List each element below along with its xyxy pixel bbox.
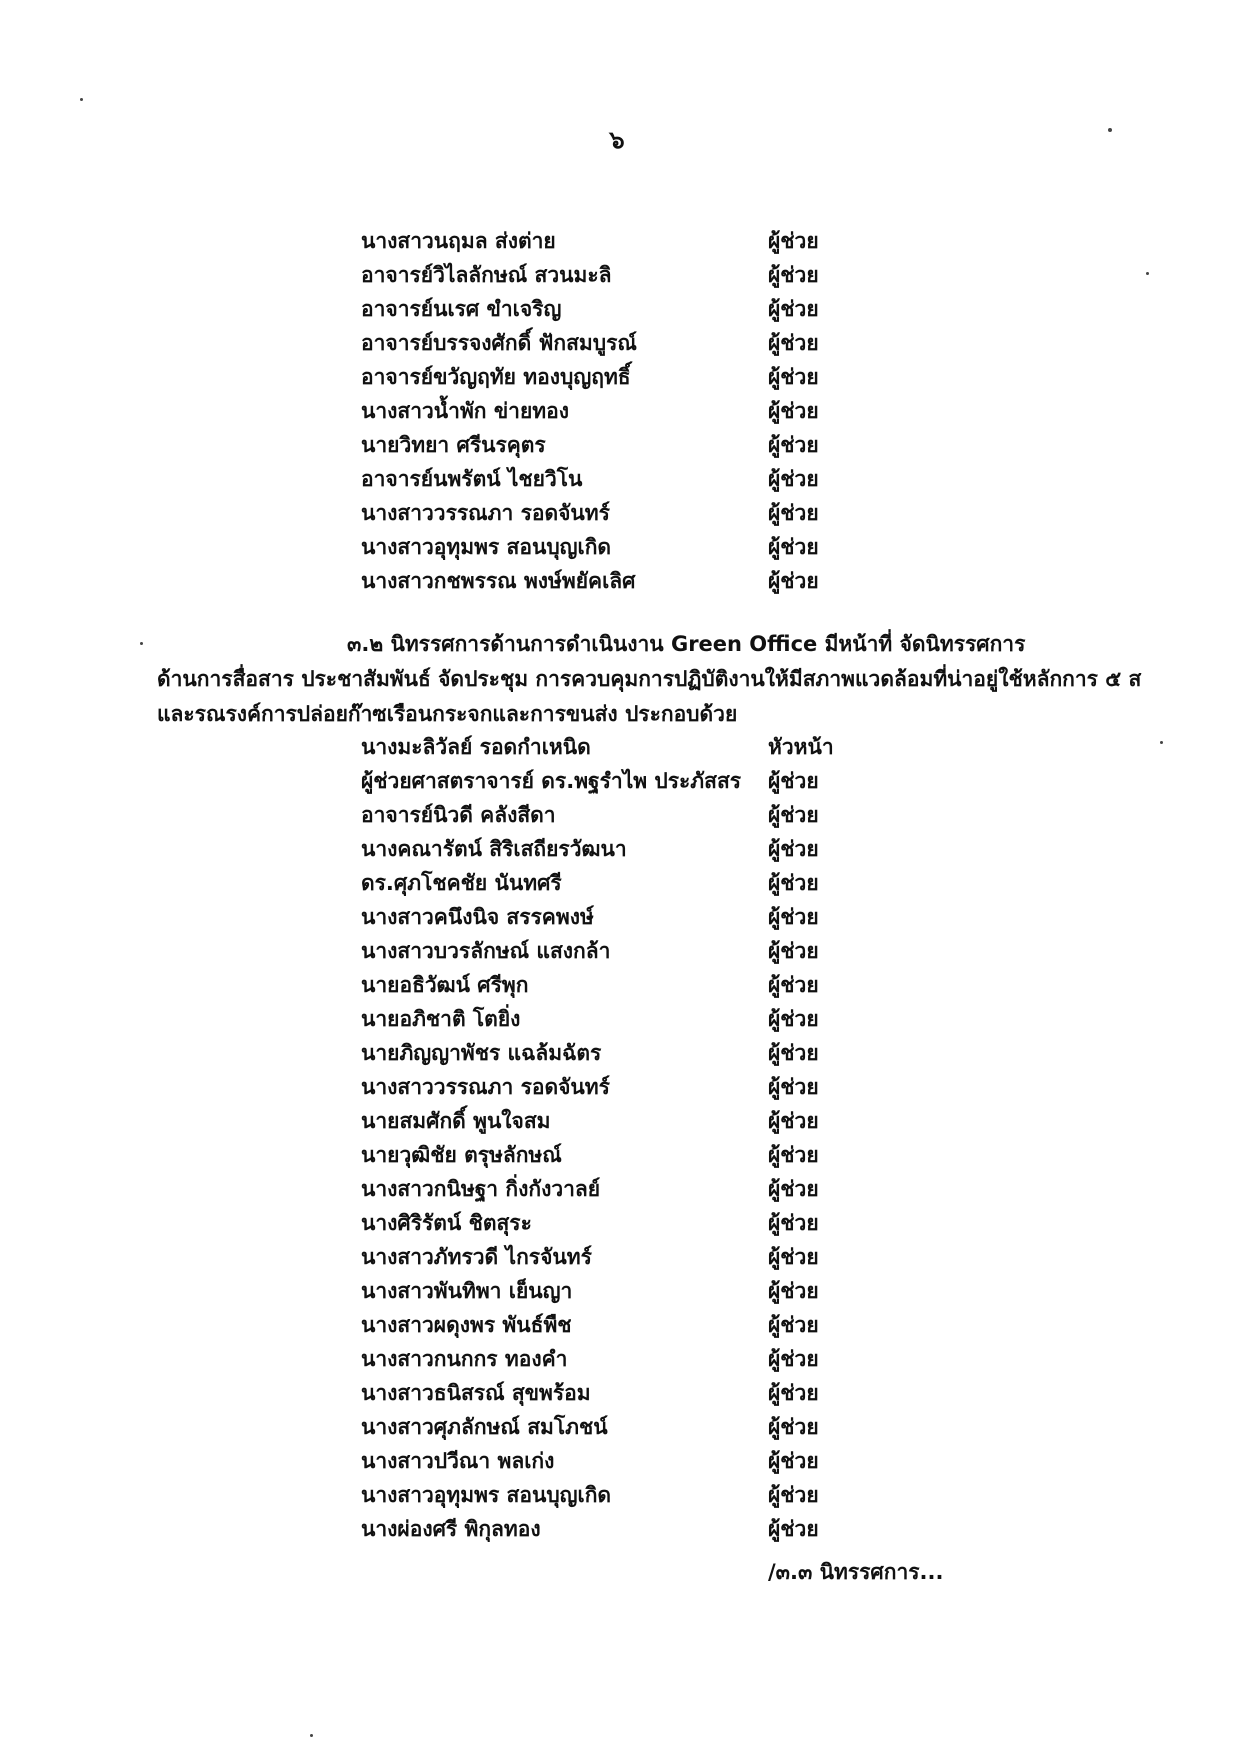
- member-role: ผู้ช่วย: [768, 1415, 819, 1439]
- member-row: [0, 1138, 1234, 1172]
- member-name: นางสาวอุทุมพร สอนบุญเกิด: [361, 535, 612, 559]
- member-name: นายภิญญาพัชร แฉล้มฉัตร: [361, 1041, 602, 1065]
- member-name: อาจารย์บรรจงศักดิ์ ฟักสมบูรณ์: [361, 331, 637, 355]
- member-name: อาจารย์วิไลลักษณ์ สวนมะลิ: [361, 263, 612, 287]
- member-row: [0, 1002, 1234, 1036]
- member-row: [0, 496, 1234, 530]
- member-role: ผู้ช่วย: [768, 1143, 819, 1167]
- scan-speck: [140, 642, 143, 645]
- member-role: ผู้ช่วย: [768, 1041, 819, 1065]
- member-name: อาจารย์นเรศ ขำเจริญ: [361, 297, 562, 321]
- member-role: ผู้ช่วย: [768, 1483, 819, 1507]
- member-role: ผู้ช่วย: [768, 939, 819, 963]
- member-name: นายวิทยา ศรีนรคุตร: [361, 433, 546, 457]
- member-role: ผู้ช่วย: [768, 1347, 819, 1371]
- member-name: นางสาวน้ำพัก ข่ายทอง: [361, 399, 569, 423]
- member-role: ผู้ช่วย: [768, 229, 819, 253]
- section-3-2-line-2: ด้านการสื่อสาร ประชาสัมพันธ์ จัดประชุม การควบคุมการปฏิบัติงานให้มีสภาพแวดล้อมที่น่าอยู่ใช้หลักการ ๕ ส: [157, 667, 1142, 691]
- member-name: นางสาวปวีณา พลเก่ง: [361, 1449, 555, 1473]
- member-row: [0, 1342, 1234, 1376]
- continuation-marker: /๓.๓ นิทรรศการ...: [768, 1560, 944, 1584]
- member-name: นางสาวผดุงพร พันธ์พืช: [361, 1313, 572, 1337]
- member-role: หัวหน้า: [768, 735, 834, 759]
- member-name: นางสาวกนิษฐา กิ่งกังวาลย์: [361, 1177, 601, 1201]
- member-name: นางสาววรรณภา รอดจันทร์: [361, 1075, 610, 1099]
- scan-speck: [80, 98, 83, 101]
- member-role: ผู้ช่วย: [768, 905, 819, 929]
- member-role: ผู้ช่วย: [768, 1517, 819, 1541]
- member-role: ผู้ช่วย: [768, 467, 819, 491]
- member-name: ดร.ศุภโชคชัย นันทศรี: [361, 871, 562, 895]
- section-3-2-paragraph: [157, 627, 1142, 732]
- member-role: ผู้ช่วย: [768, 769, 819, 793]
- member-row: [0, 530, 1234, 564]
- member-row: [0, 968, 1234, 1002]
- member-row: [0, 1104, 1234, 1138]
- member-name: นางสาวศุภลักษณ์ สมโภชน์: [361, 1415, 608, 1439]
- member-row: [0, 394, 1234, 428]
- scan-speck: [1160, 741, 1163, 744]
- member-row: [0, 1274, 1234, 1308]
- member-row: [0, 764, 1234, 798]
- group2-member-list: [0, 730, 1234, 1546]
- member-row: [0, 1070, 1234, 1104]
- member-name: นางสาววรรณภา รอดจันทร์: [361, 501, 610, 525]
- member-role: ผู้ช่วย: [768, 1245, 819, 1269]
- member-row: [0, 1478, 1234, 1512]
- member-name: นางสาวพันทิพา เย็นญา: [361, 1279, 573, 1303]
- member-row: [0, 798, 1234, 832]
- member-name: นางสาวภัทรวดี ไกรจันทร์: [361, 1245, 592, 1269]
- member-row: [0, 1410, 1234, 1444]
- member-role: ผู้ช่วย: [768, 297, 819, 321]
- member-name: นางสาวกชพรรณ พงษ์พยัคเลิศ: [361, 569, 636, 593]
- section-3-2-line-3: และรณรงค์การปล่อยก๊าซเรือนกระจกและการขนส่ง ประกอบด้วย: [157, 702, 738, 726]
- member-role: ผู้ช่วย: [768, 399, 819, 423]
- member-row: [0, 1512, 1234, 1546]
- member-name: นางสาวคนึงนิจ สรรคพงษ์: [361, 905, 594, 929]
- member-row: [0, 564, 1234, 598]
- member-row: [0, 1240, 1234, 1274]
- member-name: นายสมศักดิ์ พูนใจสม: [361, 1109, 551, 1133]
- member-name: นางสาวบวรลักษณ์ แสงกล้า: [361, 939, 611, 963]
- member-name: นางมะลิวัลย์ รอดกำเหนิด: [361, 735, 591, 759]
- member-role: ผู้ช่วย: [768, 365, 819, 389]
- member-name: นางสาวอุทุมพร สอนบุญเกิด: [361, 1483, 612, 1507]
- member-name: นางสาวธนิสรณ์ สุขพร้อม: [361, 1381, 591, 1405]
- member-role: ผู้ช่วย: [768, 501, 819, 525]
- section-3-2-line-1: ๓.๒ นิทรรศการด้านการดำเนินงาน Green Office มีหน้าที่ จัดนิทรรศการ: [347, 632, 1026, 656]
- member-role: ผู้ช่วย: [768, 1449, 819, 1473]
- member-role: ผู้ช่วย: [768, 433, 819, 457]
- member-role: ผู้ช่วย: [768, 1279, 819, 1303]
- member-name: นางคณารัตน์ สิริเสถียรวัฒนา: [361, 837, 627, 861]
- member-role: ผู้ช่วย: [768, 803, 819, 827]
- member-role: ผู้ช่วย: [768, 1075, 819, 1099]
- member-name: ผู้ช่วยศาสตราจารย์ ดร.พฐรำไพ ประภัสสร: [361, 769, 742, 793]
- member-role: ผู้ช่วย: [768, 1313, 819, 1337]
- member-row: [0, 1172, 1234, 1206]
- member-role: ผู้ช่วย: [768, 1177, 819, 1201]
- member-row: [0, 258, 1234, 292]
- member-row: [0, 326, 1234, 360]
- member-row: [0, 428, 1234, 462]
- member-row: [0, 462, 1234, 496]
- member-name: นายอธิวัฒน์ ศรีพุก: [361, 973, 529, 997]
- member-name: นางสาวนฤมล ส่งต่าย: [361, 229, 556, 253]
- group1-member-list: [0, 224, 1234, 598]
- scan-speck: [310, 1734, 313, 1737]
- member-row: [0, 1444, 1234, 1478]
- member-role: ผู้ช่วย: [768, 535, 819, 559]
- member-row: [0, 866, 1234, 900]
- member-row: [0, 224, 1234, 258]
- scan-speck: [1108, 128, 1112, 132]
- member-role: ผู้ช่วย: [768, 1109, 819, 1133]
- member-name: อาจารย์ขวัญฤทัย ทองบุญฤทธิ์: [361, 365, 631, 389]
- member-row: [0, 900, 1234, 934]
- scan-speck: [1146, 272, 1149, 275]
- member-name: นายอภิชาติ โตยิ่ง: [361, 1007, 521, 1031]
- member-row: [0, 1206, 1234, 1240]
- member-row: [0, 832, 1234, 866]
- member-name: อาจารย์นพรัตน์ ไชยวิโน: [361, 467, 583, 491]
- member-name: นางศิริรัตน์ ชิตสุระ: [361, 1211, 532, 1235]
- member-name: อาจารย์นิวดี คลังสีดา: [361, 803, 556, 827]
- member-role: ผู้ช่วย: [768, 263, 819, 287]
- member-role: ผู้ช่วย: [768, 973, 819, 997]
- member-role: ผู้ช่วย: [768, 837, 819, 861]
- page-number: ๖: [609, 126, 625, 154]
- member-row: [0, 934, 1234, 968]
- member-role: ผู้ช่วย: [768, 1381, 819, 1405]
- member-row: [0, 1308, 1234, 1342]
- member-name: นางสาวกนกกร ทองคำ: [361, 1347, 568, 1371]
- member-row: [0, 730, 1234, 764]
- member-row: [0, 360, 1234, 394]
- member-role: ผู้ช่วย: [768, 569, 819, 593]
- member-row: [0, 292, 1234, 326]
- member-role: ผู้ช่วย: [768, 1007, 819, 1031]
- member-row: [0, 1036, 1234, 1070]
- member-row: [0, 1376, 1234, 1410]
- member-name: นายวุฒิชัย ตรุษลักษณ์: [361, 1143, 562, 1167]
- member-name: นางผ่องศรี พิกุลทอง: [361, 1517, 541, 1541]
- member-role: ผู้ช่วย: [768, 1211, 819, 1235]
- member-role: ผู้ช่วย: [768, 331, 819, 355]
- member-role: ผู้ช่วย: [768, 871, 819, 895]
